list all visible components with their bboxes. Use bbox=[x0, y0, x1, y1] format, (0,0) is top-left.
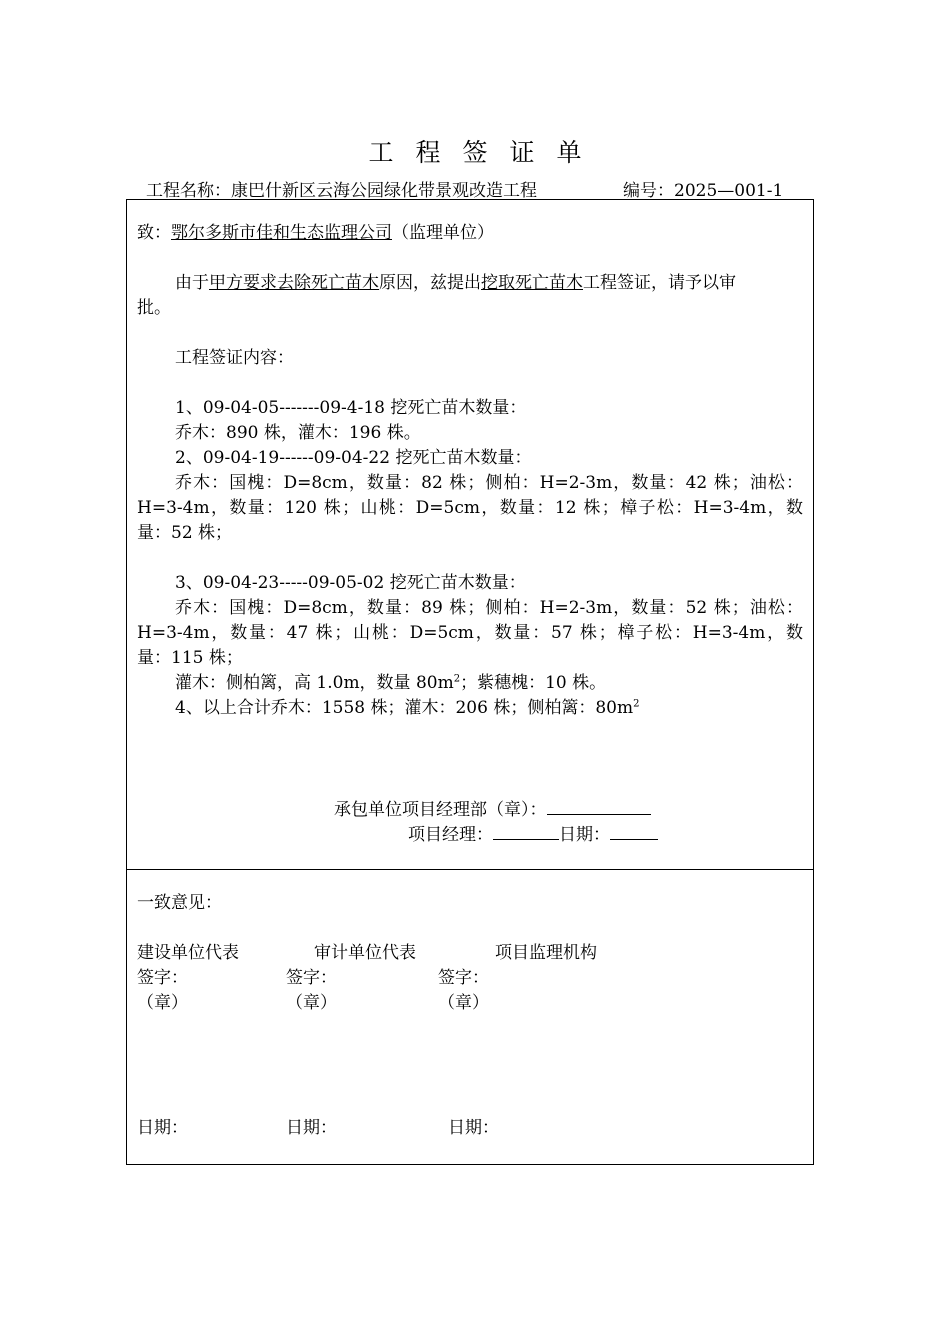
approval-section bbox=[126, 869, 814, 1165]
contractor-seal-field[interactable] bbox=[547, 796, 651, 815]
col2-date-label: 日期： bbox=[286, 1118, 337, 1138]
item3-shrub-text-2: ；紫穗槐：10 株。 bbox=[460, 673, 607, 693]
reason-cause: 甲方要求去除死亡苗木 bbox=[209, 273, 379, 293]
reason-text-1: 由于 bbox=[175, 273, 209, 293]
item2-detail-2: H=3-4m，数量：120 株；山桃：D=5cm，数量：12 株；樟子松：H=3-4m，数 bbox=[137, 498, 803, 518]
item4-total-text: 4、以上合计乔木：1558 株；灌木：206 株；侧柏篱：80m bbox=[175, 698, 634, 718]
item3-shrub-line bbox=[137, 671, 803, 696]
application-section bbox=[126, 199, 814, 870]
col3-date-label: 日期： bbox=[448, 1118, 499, 1138]
squared-sup: 2 bbox=[453, 673, 461, 685]
col2-seal-label: （章） bbox=[286, 993, 337, 1013]
content-heading: 工程签证内容： bbox=[175, 348, 294, 368]
recipient-line bbox=[137, 221, 803, 246]
document-title: 工程签证单 bbox=[368, 138, 604, 167]
document-number: 2025—001-1 bbox=[674, 181, 784, 201]
col3-seal-label: （章） bbox=[438, 993, 489, 1013]
date-label: 日期： bbox=[559, 825, 610, 845]
reason-text-2: 原因，兹提出 bbox=[379, 273, 481, 293]
reason-work: 挖取死亡苗木 bbox=[481, 273, 583, 293]
date-field[interactable] bbox=[610, 821, 658, 840]
project-label: 工程名称： bbox=[146, 181, 231, 201]
recipient-company: 鄂尔多斯市佳和生态监理公司 bbox=[171, 223, 392, 243]
col3-title: 项目监理机构 bbox=[495, 943, 597, 963]
col1-seal-label: （章） bbox=[137, 993, 188, 1013]
col1-date-label: 日期： bbox=[137, 1118, 188, 1138]
item2-detail-3: 量：52 株； bbox=[137, 523, 233, 543]
reason-text-3: 工程签证，请予以审 bbox=[583, 273, 736, 293]
to-prefix: 致： bbox=[137, 223, 171, 243]
project-name: 康巴什新区云海公园绿化带景观改造工程 bbox=[231, 181, 537, 201]
contractor-label: 承包单位项目经理部（章）： bbox=[334, 800, 547, 820]
document-number-line bbox=[623, 176, 783, 201]
reason-line bbox=[137, 271, 803, 296]
item2-heading: 2、09-04-19------09-04-22 挖死亡苗木数量： bbox=[175, 448, 532, 468]
reason-continuation: 批。 bbox=[137, 298, 171, 318]
number-label: 编号： bbox=[623, 181, 674, 201]
item1-detail: 乔木：890 株，灌木：196 株。 bbox=[175, 423, 421, 443]
col2-title: 审计单位代表 bbox=[314, 943, 416, 963]
item2-detail-1: 乔木：国槐：D=8cm，数量：82 株；侧柏：H=2-3m，数量：42 株；油松： bbox=[175, 473, 803, 493]
contractor-seal-line bbox=[334, 796, 651, 823]
manager-signature-field[interactable] bbox=[493, 821, 559, 840]
item3-detail-3: 量：115 株； bbox=[137, 648, 243, 668]
item3-shrub-text: 灌木：侧柏篱，高 1.0m，数量 80m bbox=[175, 673, 454, 693]
col1-sign-label: 签字： bbox=[137, 968, 188, 988]
item1-heading: 1、09-04-05-------09-4-18 挖死亡苗木数量： bbox=[175, 398, 527, 418]
item3-detail-1: 乔木：国槐：D=8cm，数量：89 株；侧柏：H=2-3m，数量：52 株；油松： bbox=[175, 598, 803, 618]
opinion-label: 一致意见： bbox=[137, 893, 222, 913]
col3-sign-label: 签字： bbox=[438, 968, 489, 988]
manager-label: 项目经理： bbox=[408, 825, 493, 845]
recipient-role: （监理单位） bbox=[392, 223, 494, 243]
squared-sup: 2 bbox=[633, 698, 640, 710]
project-name-line bbox=[146, 176, 537, 201]
col1-title: 建设单位代表 bbox=[137, 943, 239, 963]
item4-total-line bbox=[137, 696, 803, 721]
item3-detail-2: H=3-4m，数量：47 株；山桃：D=5cm，数量：57 株；樟子松：H=3-4m，数 bbox=[137, 623, 803, 643]
item3-heading: 3、09-04-23-----09-05-02 挖死亡苗木数量： bbox=[175, 573, 526, 593]
col2-sign-label: 签字： bbox=[286, 968, 337, 988]
manager-date-line bbox=[408, 821, 658, 848]
